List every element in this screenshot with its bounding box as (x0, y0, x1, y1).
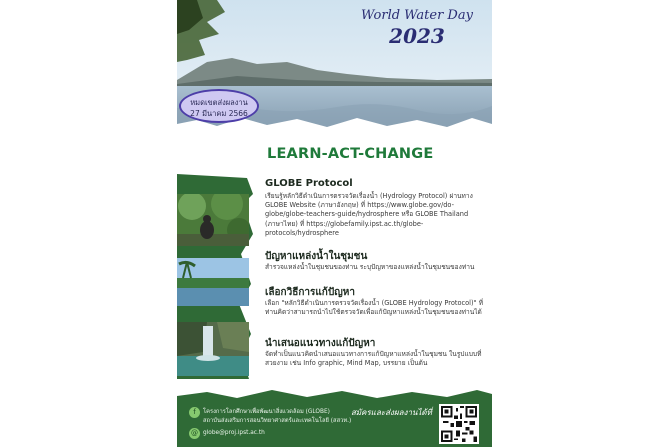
side-photo-strip (177, 174, 255, 379)
section-title-present-solution: นำเสนอแนวทางแก้ปัญหา (265, 338, 376, 349)
email-icon[interactable]: @ (191, 429, 198, 437)
headline: LEARN-ACT-CHANGE (267, 146, 434, 162)
facebook-icon[interactable]: f (189, 407, 200, 418)
section-title-community-water-problem: ปัญหาแหล่งน้ำในชุมชน (265, 251, 368, 262)
title-world-water-day: World Water Day (361, 8, 473, 23)
deadline-badge (179, 89, 259, 123)
register-text: สมัครและส่งผลงานได้ที่ (351, 408, 432, 417)
deadline-date: 27 มีนาคม 2566 (190, 109, 248, 118)
photo-waterfall (177, 322, 249, 376)
section-title-globe-protocol: GLOBE Protocol (265, 178, 353, 189)
deadline-label: หมดเขตส่งผลงาน (190, 98, 248, 107)
footer-org-line2: สถาบันส่งเสริมการสอนวิทยาศาสตร์และเทคโนโลยี (สสวท.) (203, 418, 352, 424)
title-year: 2023 (389, 24, 445, 48)
poster (177, 0, 492, 447)
footer-org-line1: โครงการโลกศึกษาเพื่อพัฒนาสิ่งแวดล้อม (GLOBE) (203, 409, 330, 415)
photo-forest-monkey (177, 194, 249, 246)
section-body-present-solution: จัดทำเป็นแนวคิดนำเสนอแนวทางการแก้ปัญหาแหล่งน้ำในชุมชน ในรูปแบบที่สวยงาม เช่น Info graphic, Mind Map, บรรยาย เป็นต้น (265, 350, 482, 368)
hero-image (177, 0, 492, 140)
qr-code[interactable] (439, 404, 479, 444)
section-title-choose-solution: เลือกวิธีการแก้ปัญหา (265, 287, 355, 298)
photo-lake-palms (177, 258, 249, 306)
footer-email[interactable]: globe@proj.ipst.ac.th (203, 430, 265, 436)
section-body-community-water-problem: สำรวจแหล่งน้ำในชุมชนของท่าน ระบุปัญหาของแหล่งน้ำในชุมชนของท่าน (265, 263, 475, 271)
section-body-choose-solution: เลือก "หลักวิธีดำเนินการตรวจวัดเรื่องน้ำ (GLOBE Hydrology Protocol)" ที่ท่านคิดว่าสามารถนำไปใช้ตรวจวัดเพื่อแก้ปัญหาแหล่งน้ำในชุมชนของท่านได้ (265, 299, 484, 317)
section-body-globe-protocol: เรียนรู้หลักวิธีดำเนินการตรวจวัดเรื่องน้ำ (Hydrology Protocol) ผ่านทาง GLOBE Website (ภาษาอังกฤษ) ที่ https://www.globe.gov/do-globe/globe-teachers-guide/hydrosphere หรือ GLOBE Thailand (ภาษาไทย) ที่ https://globefamily.ipst.ac.th/globe-protocols/hydrosphere (265, 192, 473, 237)
